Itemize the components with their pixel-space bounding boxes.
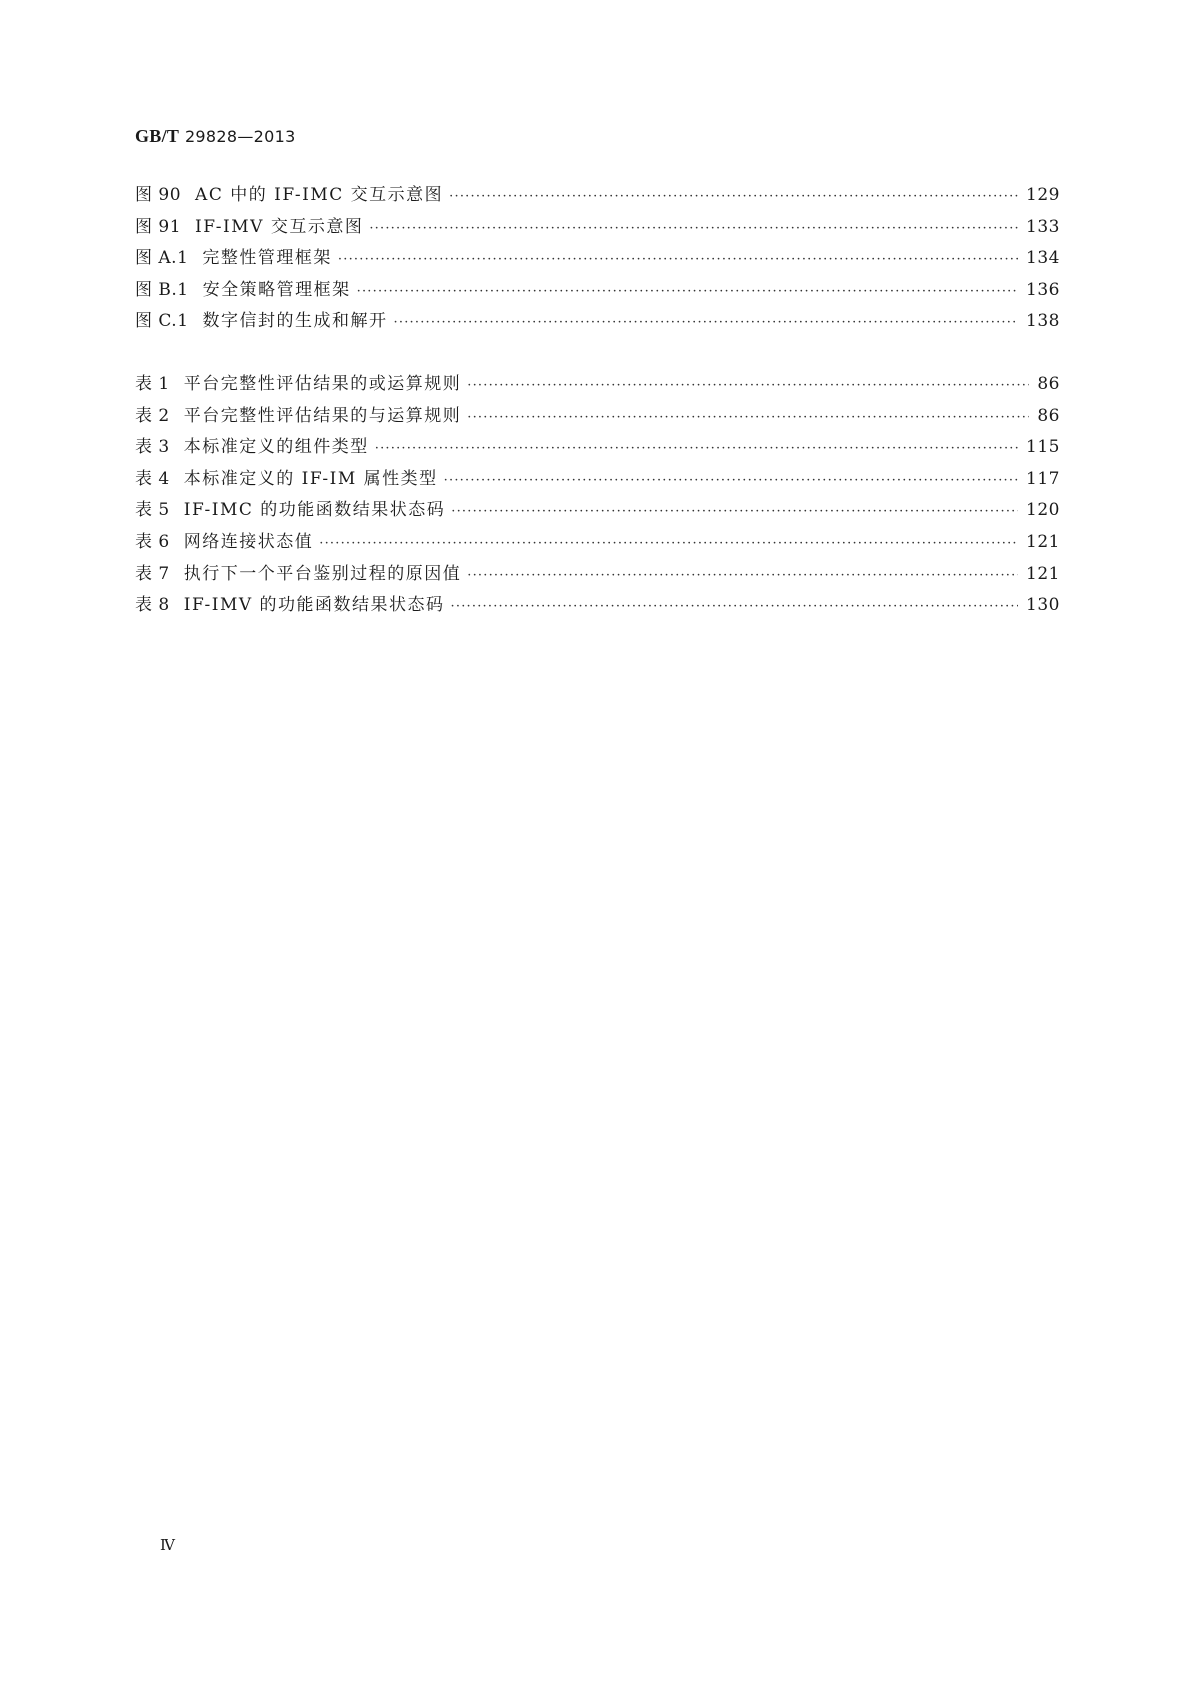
entry-page: 138: [1026, 311, 1060, 332]
entry-page: 86: [1037, 374, 1060, 394]
dot-leader: [467, 560, 1018, 592]
entry-title: 完整性管理框架: [202, 248, 332, 269]
entry-title: 平台完整性评估结果的与运算规则: [183, 405, 462, 426]
entry-page: 130: [1026, 595, 1060, 616]
toc-entry[interactable]: [135, 527, 1060, 559]
dot-leader: [369, 213, 1018, 245]
entry-title: 平台完整性评估结果的或运算规则: [183, 374, 462, 394]
standard-code: GB/T: [135, 126, 180, 146]
dot-leader: [449, 181, 1018, 213]
toc-entry[interactable]: [135, 432, 1060, 464]
entry-number: 表 7: [135, 563, 170, 584]
entry-page: 134: [1026, 248, 1060, 269]
entry-number: 图 C.1: [135, 311, 189, 332]
entry-number: 图 A.1: [135, 248, 189, 269]
dot-leader: [319, 528, 1018, 560]
dot-leader: [467, 402, 1029, 434]
toc-entry[interactable]: [135, 369, 1060, 401]
entry-title: IF-IMC 的功能函数结果状态码: [183, 500, 446, 521]
entry-page: 121: [1026, 563, 1060, 584]
entry-title: 本标准定义的组件类型: [183, 437, 369, 458]
figure-list: [135, 180, 1060, 338]
toc-entry[interactable]: [135, 464, 1060, 496]
entry-number: 图 B.1: [135, 279, 189, 300]
entry-page: 115: [1026, 437, 1060, 458]
dot-leader: [394, 307, 1019, 339]
dot-leader: [375, 433, 1018, 465]
toc-entry[interactable]: [135, 559, 1060, 591]
entry-title: IF-IMV 的功能函数结果状态码: [183, 595, 445, 616]
entry-page: 86: [1037, 405, 1060, 426]
entry-page: 129: [1026, 185, 1060, 205]
entry-title: AC 中的 IF-IMC 交互示意图: [195, 185, 444, 205]
toc-entry[interactable]: [135, 212, 1060, 244]
toc-entry[interactable]: [135, 180, 1060, 212]
entry-number: 图 90: [135, 185, 182, 205]
entry-number: 表 5: [135, 500, 170, 521]
entry-number: 图 91: [135, 216, 182, 237]
dot-leader: [451, 591, 1019, 623]
toc-entry[interactable]: [135, 306, 1060, 338]
table-list: [135, 369, 1060, 622]
dot-leader: [467, 370, 1029, 402]
entry-number: 表 1: [135, 374, 170, 394]
entry-number: 表 4: [135, 468, 170, 489]
entry-page: 136: [1026, 279, 1060, 300]
entry-number: 表 2: [135, 405, 170, 426]
entry-number: 表 6: [135, 531, 170, 552]
toc-entry[interactable]: [135, 495, 1060, 527]
entry-title: IF-IMV 交互示意图: [195, 216, 364, 237]
toc-entry[interactable]: [135, 243, 1060, 275]
toc-entry[interactable]: [135, 401, 1060, 433]
entry-title: 本标准定义的 IF-IM 属性类型: [183, 468, 438, 489]
dot-leader: [338, 244, 1018, 276]
entry-page: 120: [1026, 500, 1060, 521]
entry-page: 121: [1026, 531, 1060, 552]
toc-entry[interactable]: [135, 275, 1060, 307]
entry-page: 133: [1026, 216, 1060, 237]
entry-page: 117: [1026, 468, 1060, 489]
toc-entry[interactable]: [135, 590, 1060, 622]
entry-number: 表 8: [135, 595, 170, 616]
entry-number: 表 3: [135, 437, 170, 458]
entry-title: 数字信封的生成和解开: [202, 311, 388, 332]
entry-title: 安全策略管理框架: [202, 279, 351, 300]
dot-leader: [444, 465, 1018, 497]
dot-leader: [357, 276, 1018, 308]
entry-title: 网络连接状态值: [183, 531, 314, 552]
standard-number: 29828—2013: [184, 127, 296, 146]
page-number: Ⅳ: [160, 1538, 175, 1554]
document-header: [135, 126, 296, 147]
entry-title: 执行下一个平台鉴别过程的原因值: [183, 563, 462, 584]
dot-leader: [451, 496, 1018, 528]
